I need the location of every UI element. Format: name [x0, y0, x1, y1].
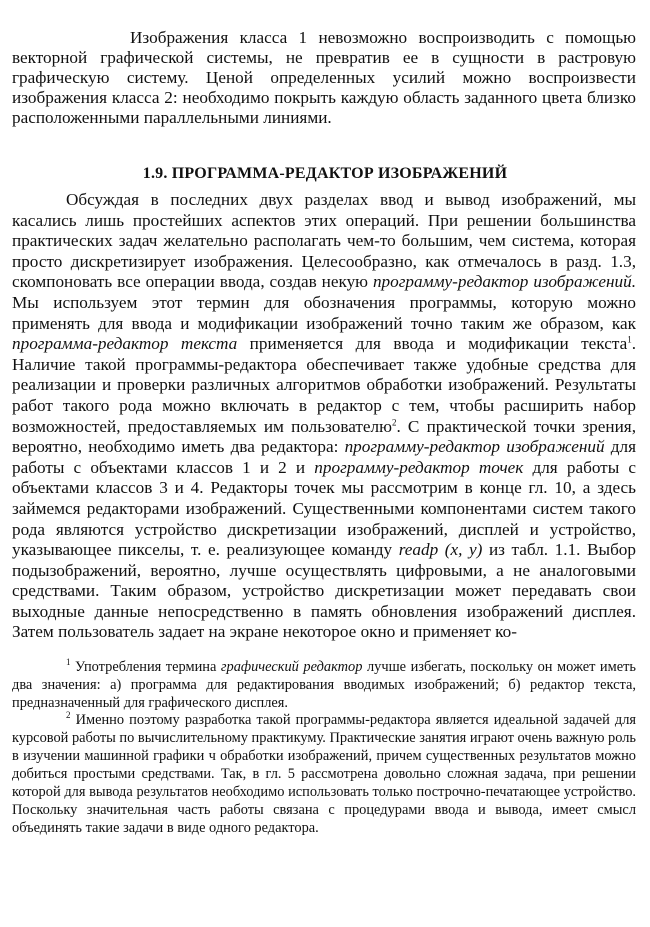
- footnote-1: [12, 658, 636, 712]
- body-segment: . С практической точки зрения, вероятно, необходимо иметь два редактора:: [12, 416, 636, 457]
- body-segment: Мы используем этот термин для обозначения программы, которую можно применять для ввода и модификации изображений точно таким же образом, как: [12, 292, 636, 333]
- term-graphic-editor: графический редактор: [220, 659, 363, 675]
- body-segment: из табл. 1.1. Выбор подызображений, вероятно, лучше осуществлять цифровыми, а не аналоговыми средствами. Таким образом, устройство дискретизации может передавать свои выходные данные непосредственно в память обновления изображений дисплея. Затем пользователь задает на экране некоторое окно и применяет ко-: [12, 540, 636, 642]
- body-segment: . Наличие такой программы-редактора обеспечивает также удобные средства для реализации и проверки различных алгоритмов обработки изображений. Результаты работ такого рода можно включать в редактор с тем, чтобы расширить набор возможностей, предоставляемых им пользователю: [12, 334, 636, 436]
- footnote-mark-1: 1: [66, 657, 71, 668]
- command-readp: readp (x, y): [398, 540, 483, 560]
- term-image-editor-program: программу-редактор изображений: [344, 437, 605, 457]
- footnote-2: [12, 711, 636, 837]
- term-image-editor: программу-редактор изображений.: [372, 272, 636, 292]
- body-segment: применяется для ввода и модификации текста: [237, 334, 628, 354]
- footnote-ref-2: 2: [391, 416, 397, 427]
- intro-paragraph: [12, 28, 636, 128]
- body-segment: для работы с объектами классов 3 и 4. Редакторы точек мы рассмотрим в конце гл. 10, а здесь займемся редакторами изображений. Существенными компонентами систем такого рода являются устройство дискретизации изображений, дисплей и устройство, указывающее пикселы, т. е. реализующее команду: [12, 457, 637, 560]
- body-segment: для работы с объектами классов 1 и 2 и: [12, 437, 636, 477]
- footnote-ref-1: 1: [627, 334, 632, 345]
- footnote-text: Именно поэтому разработка такой программы-редактора является идеальной задачей для курсовой работы по вычислительному практикуму. Практические занятия играют очень важную роль в изучении машинной графики ч обработки изображений, причем существенных результатов можно добиться простыми средствами. Так, в гл. 5 рассмотрена довольно сложная задача, при решении которой для вывода результатов необходимо использовать только построчно-печатающее устройство. Поскольку значительная часть работы связана с процедурами ввода и вывода, имеет смысл объединять такие задачи в виде одного редактора.: [12, 712, 636, 836]
- footnote-mark-2: 2: [66, 710, 71, 721]
- body-paragraph: [12, 190, 636, 643]
- section-heading: 1.9. ПРОГРАММА-РЕДАКТОР ИЗОБРАЖЕНИЙ: [142, 165, 508, 183]
- footnote-text: Употребления термина: [70, 659, 221, 675]
- term-text-editor: программа-редактор текста: [12, 334, 238, 354]
- footnote-text: лучше избегать, поскольку он может иметь два значения: а) программа для редактирования вводимых изображений; б) редактор текста, предназначенный для графического дисплея.: [12, 659, 636, 711]
- body-segment: Обсуждая в последних двух разделах ввод и вывод изображений, мы касались лишь простейших аспектов этих операций. При решении большинства практических задач желательно располагать чем-то большим, чем система, которая просто дискретизирует изображения. Целесообразно, как отмечалось в разд. 1.3, скомпоновать все операции ввода, создав некую: [12, 190, 636, 292]
- term-point-editor: программу-редактор точек: [314, 457, 524, 477]
- intro-text: Изображения класса 1 невозможно воспроизводить с помощью векторной графической системы, не превратив ее в сущности в растровую графическую систему. Ценой определенных усилий можно воспроизвести изображения класса 2: необходимо покрыть каждую область заданного цвета близко расположенными параллельными линиями.: [12, 28, 636, 127]
